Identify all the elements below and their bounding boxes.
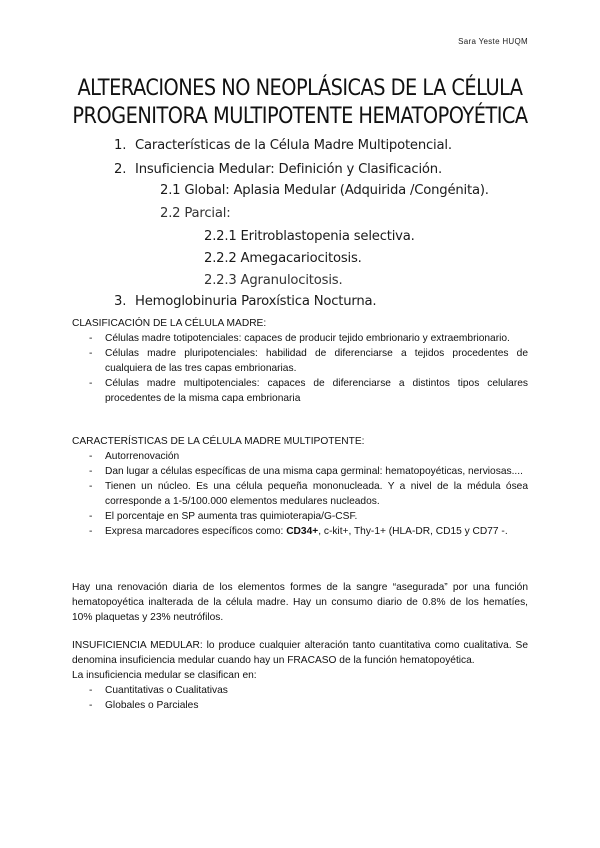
caracteristicas-list xyxy=(72,449,528,539)
outline-item-3 xyxy=(114,294,376,309)
caracteristicas-section xyxy=(72,434,528,539)
list-item: - El porcentaje en SP aumenta tras quimioterapia/G-CSF. xyxy=(72,509,528,524)
clasificacion-section xyxy=(72,316,528,406)
outline-text: Características de la Célula Madre Multipotencial. xyxy=(135,138,452,153)
markers-prefix: Expresa marcadores específicos como: xyxy=(105,526,287,537)
insuficiencia-section xyxy=(72,638,528,713)
list-item: - Tienen un núcleo. Es una célula pequeña mononucleada. Y a nivel de la médula ósea corresponde a 1-5/100.000 elementos medulares nucleados. xyxy=(72,479,528,509)
list-item: - Células madre totipotenciales: capaces de producir tejido embrionario y extraembrionario. xyxy=(72,331,528,346)
clasificacion-list xyxy=(72,331,528,406)
outline-number: 1. xyxy=(114,138,127,153)
page-title xyxy=(42,74,558,130)
outline-text: Insuficiencia Medular: Definición y Clasificación. xyxy=(135,162,442,177)
insuficiencia-list xyxy=(72,683,528,713)
outline-item-2-2-3: 2.2.3 Agranulocitosis. xyxy=(204,273,343,288)
list-item: - Células madre pluripotenciales: habilidad de diferenciarse a tejidos procedentes de cualquiera de las tres capas embrionarias. xyxy=(72,346,528,376)
outline-number: 3. xyxy=(114,294,127,309)
renovacion-paragraph xyxy=(72,580,528,625)
outline-item-2-2-2: 2.2.2 Amegacariocitosis. xyxy=(204,251,362,266)
outline-item-2-2-1: 2.2.1 Eritroblastopenia selectiva. xyxy=(204,229,415,244)
outline-item-2-2: 2.2 Parcial: xyxy=(160,206,231,221)
clasificacion-heading: CLASIFICACIÓN DE LA CÉLULA MADRE: xyxy=(72,318,267,329)
outline-text: Hemoglobinuria Paroxística Nocturna. xyxy=(135,294,377,309)
markers-suffix: , c-kit+, Thy-1+ (HLA-DR, CD15 y CD77 -. xyxy=(318,526,508,537)
author-header: Sara Yeste HUQM xyxy=(458,37,528,46)
list-item: - Globales o Parciales xyxy=(72,698,528,713)
list-item: - Células madre multipotenciales: capaces de diferenciarse a distintos tipos celulares procedentes de la misma capa embrionaria xyxy=(72,376,528,406)
renovacion-text: Hay una renovación diaria de los elementos formes de la sangre “asegurada” por una función hematopoyética inalterada de la célula madre. Hay un consumo diario de 0.8% de los hematíes, 10% plaquetas y 23% neutrófilos. xyxy=(72,582,528,623)
list-item: - Dan lugar a células específicas de una misma capa germinal: hematopoyéticas, nerviosas.... xyxy=(72,464,528,479)
title-line-1: ALTERACIONES NO NEOPLÁSICAS DE LA CÉLULA xyxy=(77,75,523,101)
list-item-markers xyxy=(72,524,528,539)
insuficiencia-definition: INSUFICIENCIA MEDULAR: lo produce cualquier alteración tanto cuantitativa como cualitativa. Se denomina insuficiencia medular cuando hay un FRACASO de la función hematopoyética. xyxy=(72,640,528,666)
caracteristicas-heading: CARACTERÍSTICAS DE LA CÉLULA MADRE MULTIPOTENTE: xyxy=(72,436,365,447)
list-item: - Cuantitativas o Cualitativas xyxy=(72,683,528,698)
outline-number: 2. xyxy=(114,162,127,177)
outline-item-2-1: 2.1 Global: Aplasia Medular (Adquirida /Congénita). xyxy=(160,183,489,198)
outline-item-2 xyxy=(114,162,442,177)
insuficiencia-classification-intro: La insuficiencia medular se clasifican en: xyxy=(72,670,257,681)
list-item: - Autorrenovación xyxy=(72,449,528,464)
title-line-2: PROGENITORA MULTIPOTENTE HEMATOPOYÉTICA xyxy=(72,103,528,129)
outline-item-1 xyxy=(114,138,452,153)
markers-cd34: CD34+ xyxy=(286,526,319,537)
